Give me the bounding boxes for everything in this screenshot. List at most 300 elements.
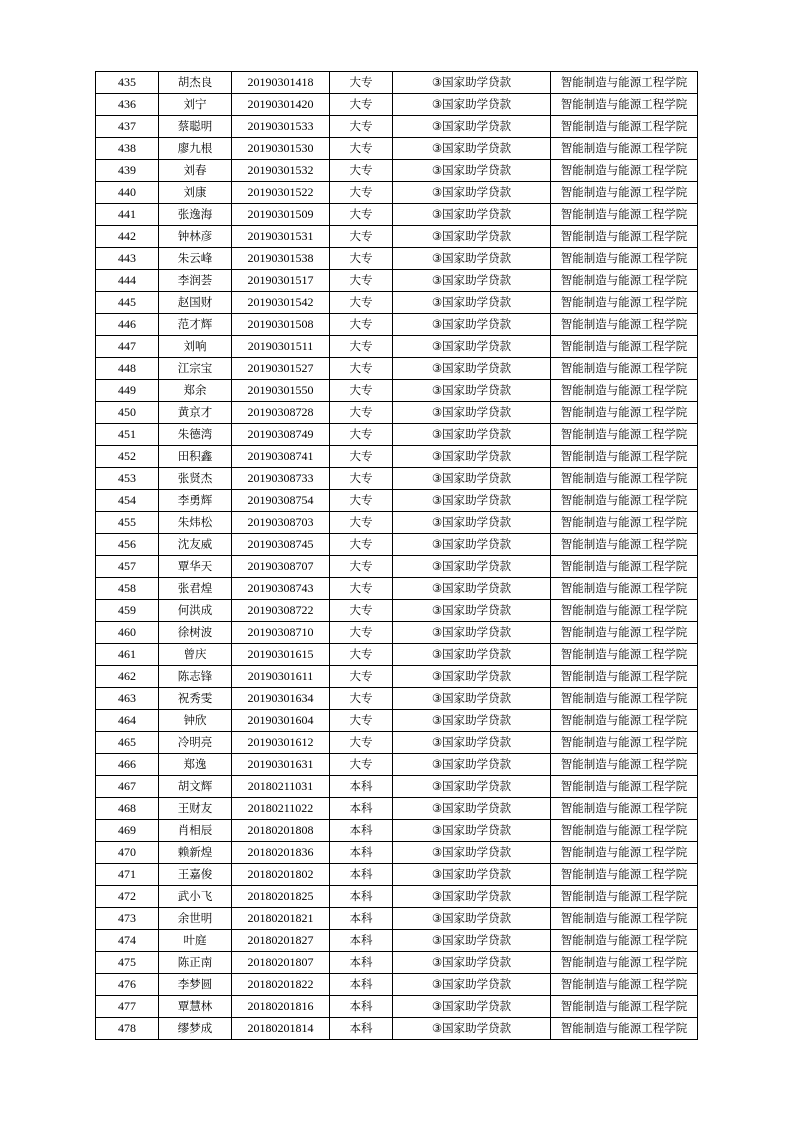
education-level-cell: 大专 [330, 380, 393, 402]
college-cell: 智能制造与能源工程学院 [551, 864, 698, 886]
student-name-cell: 刘响 [159, 336, 232, 358]
student-id-cell: 20190301511 [232, 336, 330, 358]
student-name-cell: 沈友威 [159, 534, 232, 556]
row-index-cell: 478 [96, 1018, 159, 1040]
education-level-cell: 本科 [330, 798, 393, 820]
row-index-cell: 473 [96, 908, 159, 930]
student-name-cell: 刘春 [159, 160, 232, 182]
table-row [96, 556, 698, 578]
table-row [96, 908, 698, 930]
student-name-cell: 冷明亮 [159, 732, 232, 754]
college-cell: 智能制造与能源工程学院 [551, 160, 698, 182]
table-row [96, 1018, 698, 1040]
student-name-cell: 刘康 [159, 182, 232, 204]
student-name-cell: 武小飞 [159, 886, 232, 908]
row-index-cell: 444 [96, 270, 159, 292]
aid-type-cell: ③国家助学贷款 [393, 974, 551, 996]
row-index-cell: 456 [96, 534, 159, 556]
aid-type-cell: ③国家助学贷款 [393, 1018, 551, 1040]
college-cell: 智能制造与能源工程学院 [551, 974, 698, 996]
table-row [96, 732, 698, 754]
student-id-cell: 20190301532 [232, 160, 330, 182]
aid-type-cell: ③国家助学贷款 [393, 886, 551, 908]
student-id-cell: 20180201816 [232, 996, 330, 1018]
row-index-cell: 460 [96, 622, 159, 644]
row-index-cell: 472 [96, 886, 159, 908]
table-row [96, 72, 698, 94]
student-name-cell: 覃慧林 [159, 996, 232, 1018]
table-row [96, 952, 698, 974]
student-name-cell: 肖相辰 [159, 820, 232, 842]
student-id-cell: 20190301522 [232, 182, 330, 204]
student-name-cell: 缪梦成 [159, 1018, 232, 1040]
table-row [96, 424, 698, 446]
student-id-cell: 20180201814 [232, 1018, 330, 1040]
table-row [96, 226, 698, 248]
aid-type-cell: ③国家助学贷款 [393, 842, 551, 864]
row-index-cell: 454 [96, 490, 159, 512]
table-row [96, 138, 698, 160]
student-id-cell: 20180201822 [232, 974, 330, 996]
table-row [96, 622, 698, 644]
row-index-cell: 442 [96, 226, 159, 248]
table-row [96, 644, 698, 666]
college-cell: 智能制造与能源工程学院 [551, 842, 698, 864]
row-index-cell: 445 [96, 292, 159, 314]
student-name-cell: 徐树波 [159, 622, 232, 644]
student-id-cell: 20190308749 [232, 424, 330, 446]
row-index-cell: 471 [96, 864, 159, 886]
row-index-cell: 449 [96, 380, 159, 402]
row-index-cell: 469 [96, 820, 159, 842]
education-level-cell: 本科 [330, 930, 393, 952]
aid-type-cell: ③国家助学贷款 [393, 358, 551, 380]
education-level-cell: 大专 [330, 512, 393, 534]
row-index-cell: 438 [96, 138, 159, 160]
education-level-cell: 大专 [330, 402, 393, 424]
table-row [96, 974, 698, 996]
college-cell: 智能制造与能源工程学院 [551, 490, 698, 512]
aid-type-cell: ③国家助学贷款 [393, 314, 551, 336]
table-row [96, 886, 698, 908]
education-level-cell: 本科 [330, 886, 393, 908]
row-index-cell: 467 [96, 776, 159, 798]
aid-type-cell: ③国家助学贷款 [393, 556, 551, 578]
student-name-cell: 胡杰良 [159, 72, 232, 94]
student-name-cell: 朱德湾 [159, 424, 232, 446]
table-row [96, 864, 698, 886]
student-name-cell: 刘宁 [159, 94, 232, 116]
student-id-cell: 20190301517 [232, 270, 330, 292]
education-level-cell: 大专 [330, 160, 393, 182]
table-row [96, 490, 698, 512]
aid-type-cell: ③国家助学贷款 [393, 490, 551, 512]
education-level-cell: 大专 [330, 204, 393, 226]
row-index-cell: 441 [96, 204, 159, 226]
aid-type-cell: ③国家助学贷款 [393, 534, 551, 556]
student-loan-table [95, 71, 698, 1040]
college-cell: 智能制造与能源工程学院 [551, 94, 698, 116]
student-id-cell: 20180211031 [232, 776, 330, 798]
college-cell: 智能制造与能源工程学院 [551, 336, 698, 358]
table-row [96, 600, 698, 622]
aid-type-cell: ③国家助学贷款 [393, 116, 551, 138]
student-name-cell: 钟林彦 [159, 226, 232, 248]
student-id-cell: 20190308745 [232, 534, 330, 556]
table-row [96, 314, 698, 336]
college-cell: 智能制造与能源工程学院 [551, 116, 698, 138]
aid-type-cell: ③国家助学贷款 [393, 952, 551, 974]
aid-type-cell: ③国家助学贷款 [393, 380, 551, 402]
table-row [96, 930, 698, 952]
row-index-cell: 448 [96, 358, 159, 380]
aid-type-cell: ③国家助学贷款 [393, 754, 551, 776]
education-level-cell: 大专 [330, 534, 393, 556]
student-id-cell: 20190308707 [232, 556, 330, 578]
aid-type-cell: ③国家助学贷款 [393, 798, 551, 820]
row-index-cell: 465 [96, 732, 159, 754]
college-cell: 智能制造与能源工程学院 [551, 666, 698, 688]
row-index-cell: 452 [96, 446, 159, 468]
aid-type-cell: ③国家助学贷款 [393, 72, 551, 94]
aid-type-cell: ③国家助学贷款 [393, 644, 551, 666]
education-level-cell: 大专 [330, 314, 393, 336]
student-name-cell: 李梦圆 [159, 974, 232, 996]
aid-type-cell: ③国家助学贷款 [393, 138, 551, 160]
education-level-cell: 大专 [330, 336, 393, 358]
row-index-cell: 459 [96, 600, 159, 622]
college-cell: 智能制造与能源工程学院 [551, 1018, 698, 1040]
row-index-cell: 455 [96, 512, 159, 534]
education-level-cell: 本科 [330, 842, 393, 864]
college-cell: 智能制造与能源工程学院 [551, 930, 698, 952]
student-name-cell: 覃华天 [159, 556, 232, 578]
student-id-cell: 20190301530 [232, 138, 330, 160]
education-level-cell: 大专 [330, 94, 393, 116]
student-loan-table-sheet [95, 71, 698, 1040]
education-level-cell: 大专 [330, 358, 393, 380]
student-name-cell: 郑余 [159, 380, 232, 402]
aid-type-cell: ③国家助学贷款 [393, 270, 551, 292]
student-name-cell: 曾庆 [159, 644, 232, 666]
table-row [96, 160, 698, 182]
student-id-cell: 20190301531 [232, 226, 330, 248]
education-level-cell: 本科 [330, 974, 393, 996]
aid-type-cell: ③国家助学贷款 [393, 864, 551, 886]
student-id-cell: 20190308703 [232, 512, 330, 534]
row-index-cell: 475 [96, 952, 159, 974]
student-name-cell: 赵国财 [159, 292, 232, 314]
student-name-cell: 郑逸 [159, 754, 232, 776]
education-level-cell: 大专 [330, 578, 393, 600]
aid-type-cell: ③国家助学贷款 [393, 468, 551, 490]
aid-type-cell: ③国家助学贷款 [393, 600, 551, 622]
aid-type-cell: ③国家助学贷款 [393, 160, 551, 182]
student-name-cell: 陈志锋 [159, 666, 232, 688]
row-index-cell: 474 [96, 930, 159, 952]
aid-type-cell: ③国家助学贷款 [393, 226, 551, 248]
education-level-cell: 大专 [330, 688, 393, 710]
student-id-cell: 20180201808 [232, 820, 330, 842]
aid-type-cell: ③国家助学贷款 [393, 820, 551, 842]
college-cell: 智能制造与能源工程学院 [551, 226, 698, 248]
student-id-cell: 20190301631 [232, 754, 330, 776]
table-row [96, 292, 698, 314]
student-id-cell: 20190301550 [232, 380, 330, 402]
table-row [96, 402, 698, 424]
college-cell: 智能制造与能源工程学院 [551, 820, 698, 842]
student-id-cell: 20190301612 [232, 732, 330, 754]
student-id-cell: 20190301604 [232, 710, 330, 732]
student-id-cell: 20190308733 [232, 468, 330, 490]
student-id-cell: 20190308741 [232, 446, 330, 468]
college-cell: 智能制造与能源工程学院 [551, 710, 698, 732]
student-id-cell: 20180201807 [232, 952, 330, 974]
student-name-cell: 陈正南 [159, 952, 232, 974]
table-row [96, 710, 698, 732]
aid-type-cell: ③国家助学贷款 [393, 688, 551, 710]
aid-type-cell: ③国家助学贷款 [393, 996, 551, 1018]
aid-type-cell: ③国家助学贷款 [393, 666, 551, 688]
row-index-cell: 447 [96, 336, 159, 358]
student-id-cell: 20180201825 [232, 886, 330, 908]
table-row [96, 380, 698, 402]
college-cell: 智能制造与能源工程学院 [551, 600, 698, 622]
education-level-cell: 大专 [330, 622, 393, 644]
row-index-cell: 466 [96, 754, 159, 776]
college-cell: 智能制造与能源工程学院 [551, 402, 698, 424]
education-level-cell: 大专 [330, 710, 393, 732]
student-name-cell: 廖九根 [159, 138, 232, 160]
education-level-cell: 大专 [330, 732, 393, 754]
education-level-cell: 大专 [330, 490, 393, 512]
student-id-cell: 20180201827 [232, 930, 330, 952]
aid-type-cell: ③国家助学贷款 [393, 402, 551, 424]
row-index-cell: 436 [96, 94, 159, 116]
student-name-cell: 李勇辉 [159, 490, 232, 512]
student-id-cell: 20190301538 [232, 248, 330, 270]
student-id-cell: 20190301527 [232, 358, 330, 380]
row-index-cell: 435 [96, 72, 159, 94]
row-index-cell: 451 [96, 424, 159, 446]
education-level-cell: 本科 [330, 908, 393, 930]
aid-type-cell: ③国家助学贷款 [393, 776, 551, 798]
student-name-cell: 田积鑫 [159, 446, 232, 468]
college-cell: 智能制造与能源工程学院 [551, 908, 698, 930]
row-index-cell: 468 [96, 798, 159, 820]
table-row [96, 578, 698, 600]
college-cell: 智能制造与能源工程学院 [551, 424, 698, 446]
row-index-cell: 462 [96, 666, 159, 688]
student-name-cell: 张贤杰 [159, 468, 232, 490]
student-id-cell: 20180201836 [232, 842, 330, 864]
college-cell: 智能制造与能源工程学院 [551, 314, 698, 336]
aid-type-cell: ③国家助学贷款 [393, 446, 551, 468]
college-cell: 智能制造与能源工程学院 [551, 776, 698, 798]
college-cell: 智能制造与能源工程学院 [551, 622, 698, 644]
row-index-cell: 463 [96, 688, 159, 710]
college-cell: 智能制造与能源工程学院 [551, 952, 698, 974]
student-name-cell: 叶庭 [159, 930, 232, 952]
student-name-cell: 余世明 [159, 908, 232, 930]
row-index-cell: 457 [96, 556, 159, 578]
table-row [96, 666, 698, 688]
education-level-cell: 大专 [330, 468, 393, 490]
college-cell: 智能制造与能源工程学院 [551, 204, 698, 226]
education-level-cell: 大专 [330, 138, 393, 160]
education-level-cell: 大专 [330, 292, 393, 314]
education-level-cell: 大专 [330, 600, 393, 622]
student-name-cell: 赖新煌 [159, 842, 232, 864]
college-cell: 智能制造与能源工程学院 [551, 644, 698, 666]
education-level-cell: 大专 [330, 182, 393, 204]
student-id-cell: 20190301611 [232, 666, 330, 688]
education-level-cell: 大专 [330, 226, 393, 248]
aid-type-cell: ③国家助学贷款 [393, 512, 551, 534]
row-index-cell: 470 [96, 842, 159, 864]
table-row [96, 358, 698, 380]
education-level-cell: 大专 [330, 666, 393, 688]
college-cell: 智能制造与能源工程学院 [551, 292, 698, 314]
education-level-cell: 本科 [330, 820, 393, 842]
student-id-cell: 20190301508 [232, 314, 330, 336]
student-name-cell: 黄京才 [159, 402, 232, 424]
table-body [96, 72, 698, 1040]
table-row [96, 754, 698, 776]
row-index-cell: 450 [96, 402, 159, 424]
student-id-cell: 20190308722 [232, 600, 330, 622]
row-index-cell: 464 [96, 710, 159, 732]
student-name-cell: 祝秀雯 [159, 688, 232, 710]
table-row [96, 182, 698, 204]
row-index-cell: 446 [96, 314, 159, 336]
table-row [96, 996, 698, 1018]
row-index-cell: 477 [96, 996, 159, 1018]
table-row [96, 270, 698, 292]
education-level-cell: 本科 [330, 952, 393, 974]
aid-type-cell: ③国家助学贷款 [393, 424, 551, 446]
college-cell: 智能制造与能源工程学院 [551, 512, 698, 534]
table-row [96, 820, 698, 842]
aid-type-cell: ③国家助学贷款 [393, 732, 551, 754]
college-cell: 智能制造与能源工程学院 [551, 248, 698, 270]
table-row [96, 798, 698, 820]
student-name-cell: 张逸海 [159, 204, 232, 226]
education-level-cell: 大专 [330, 424, 393, 446]
table-row [96, 512, 698, 534]
row-index-cell: 439 [96, 160, 159, 182]
student-name-cell: 江宗宝 [159, 358, 232, 380]
student-id-cell: 20190308710 [232, 622, 330, 644]
education-level-cell: 本科 [330, 864, 393, 886]
row-index-cell: 440 [96, 182, 159, 204]
student-name-cell: 朱炜松 [159, 512, 232, 534]
row-index-cell: 453 [96, 468, 159, 490]
college-cell: 智能制造与能源工程学院 [551, 886, 698, 908]
college-cell: 智能制造与能源工程学院 [551, 996, 698, 1018]
college-cell: 智能制造与能源工程学院 [551, 380, 698, 402]
table-row [96, 116, 698, 138]
education-level-cell: 大专 [330, 116, 393, 138]
student-id-cell: 20190301615 [232, 644, 330, 666]
college-cell: 智能制造与能源工程学院 [551, 270, 698, 292]
education-level-cell: 大专 [330, 754, 393, 776]
student-id-cell: 20190308728 [232, 402, 330, 424]
student-name-cell: 王嘉俊 [159, 864, 232, 886]
education-level-cell: 大专 [330, 72, 393, 94]
row-index-cell: 461 [96, 644, 159, 666]
education-level-cell: 大专 [330, 556, 393, 578]
college-cell: 智能制造与能源工程学院 [551, 578, 698, 600]
student-name-cell: 张君煌 [159, 578, 232, 600]
aid-type-cell: ③国家助学贷款 [393, 578, 551, 600]
aid-type-cell: ③国家助学贷款 [393, 622, 551, 644]
college-cell: 智能制造与能源工程学院 [551, 798, 698, 820]
student-name-cell: 钟欣 [159, 710, 232, 732]
student-name-cell: 李润荟 [159, 270, 232, 292]
college-cell: 智能制造与能源工程学院 [551, 72, 698, 94]
table-row [96, 534, 698, 556]
aid-type-cell: ③国家助学贷款 [393, 930, 551, 952]
table-row [96, 776, 698, 798]
college-cell: 智能制造与能源工程学院 [551, 534, 698, 556]
student-id-cell: 20190301533 [232, 116, 330, 138]
student-id-cell: 20190301420 [232, 94, 330, 116]
student-id-cell: 20190301542 [232, 292, 330, 314]
college-cell: 智能制造与能源工程学院 [551, 446, 698, 468]
college-cell: 智能制造与能源工程学院 [551, 732, 698, 754]
college-cell: 智能制造与能源工程学院 [551, 754, 698, 776]
aid-type-cell: ③国家助学贷款 [393, 204, 551, 226]
aid-type-cell: ③国家助学贷款 [393, 336, 551, 358]
student-name-cell: 胡文辉 [159, 776, 232, 798]
row-index-cell: 476 [96, 974, 159, 996]
student-name-cell: 何洪成 [159, 600, 232, 622]
table-row [96, 446, 698, 468]
education-level-cell: 大专 [330, 270, 393, 292]
table-row [96, 94, 698, 116]
table-row [96, 468, 698, 490]
college-cell: 智能制造与能源工程学院 [551, 688, 698, 710]
aid-type-cell: ③国家助学贷款 [393, 94, 551, 116]
education-level-cell: 大专 [330, 248, 393, 270]
aid-type-cell: ③国家助学贷款 [393, 182, 551, 204]
table-row [96, 842, 698, 864]
student-id-cell: 20190308754 [232, 490, 330, 512]
college-cell: 智能制造与能源工程学院 [551, 556, 698, 578]
table-row [96, 336, 698, 358]
table-row [96, 204, 698, 226]
college-cell: 智能制造与能源工程学院 [551, 468, 698, 490]
student-name-cell: 蔡聪明 [159, 116, 232, 138]
education-level-cell: 本科 [330, 1018, 393, 1040]
student-id-cell: 20180201821 [232, 908, 330, 930]
student-id-cell: 20190308743 [232, 578, 330, 600]
college-cell: 智能制造与能源工程学院 [551, 182, 698, 204]
student-id-cell: 20190301418 [232, 72, 330, 94]
education-level-cell: 大专 [330, 446, 393, 468]
college-cell: 智能制造与能源工程学院 [551, 358, 698, 380]
education-level-cell: 本科 [330, 996, 393, 1018]
aid-type-cell: ③国家助学贷款 [393, 710, 551, 732]
row-index-cell: 458 [96, 578, 159, 600]
aid-type-cell: ③国家助学贷款 [393, 908, 551, 930]
row-index-cell: 437 [96, 116, 159, 138]
student-id-cell: 20180201802 [232, 864, 330, 886]
education-level-cell: 大专 [330, 644, 393, 666]
student-id-cell: 20190301509 [232, 204, 330, 226]
student-id-cell: 20180211022 [232, 798, 330, 820]
